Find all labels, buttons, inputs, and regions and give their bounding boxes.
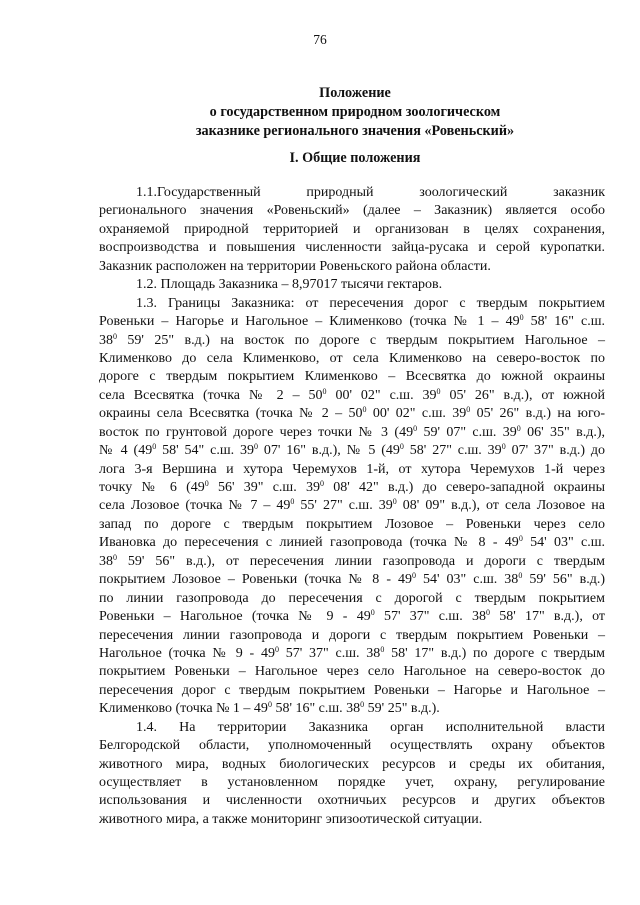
title-line: о государственном природном зоологическом xyxy=(209,104,501,120)
text-line: $38^0$ 59' 56" в.д.), от пересечения линии газопровода и дороги с твердым xyxy=(99,552,605,569)
degree-mark: 0 xyxy=(519,313,524,323)
degree-mark: 0 xyxy=(370,608,375,618)
degree-mark: 0 xyxy=(516,423,521,433)
text-line: села Лозовое (точка № $7 - 49^0$ 55' 27" с.ш. $39^0$ 08' 09" в.д.), от села Лозовое на xyxy=(99,497,605,514)
text-line: Заказник расположен на территории Ровеньского района области. xyxy=(99,258,491,274)
degree-mark: 0 xyxy=(360,700,365,710)
degree-mark: 0 xyxy=(254,442,258,452)
text-line: воспроизводства и повышения численности зайца-русака и серой куропатки. xyxy=(99,240,605,256)
degree-mark: 0 xyxy=(322,386,327,396)
degree-mark: 0 xyxy=(267,700,272,710)
text-line: 1.4. На территории Заказника орган исполнительной власти xyxy=(136,719,605,735)
text-line: Клименково до села Клименково, от села Клименково на северо-восток по xyxy=(99,350,605,366)
degree-mark: 0 xyxy=(392,497,397,507)
title-line: заказнике регионального значения «Ровеньский» xyxy=(195,123,515,139)
text-line: дороге с твердым покрытием Клименково – Всесвятка до южной окраины xyxy=(99,369,605,385)
degree-mark: 0 xyxy=(518,571,523,581)
text-line: по линии газопровода до пересечения с дорогой с твердым покрытием xyxy=(99,590,605,606)
text-line: 1.1.Государственный природный зоологический заказник xyxy=(136,185,605,200)
text-line: охраняемой природной территорией и организован в целях сохранения, xyxy=(99,221,605,237)
degree-mark: 0 xyxy=(290,497,295,507)
degree-mark: 0 xyxy=(380,644,385,654)
text-line: лога 3-я Вершина и хутора Черемухов 1-й, от хутора Черемухов 1-й через xyxy=(99,461,605,477)
text-line: пересечения дорог с твердым покрытием Ровеньки – Нагорье и Нагольное – xyxy=(99,682,605,698)
text-line: Ровеньки – Нагольное (точка № $9 - 49^0$ 57' 37" с.ш. $38^0$ 58' 17" в.д.), от xyxy=(99,608,606,625)
degree-mark: 0 xyxy=(399,442,404,452)
degree-mark: 0 xyxy=(413,423,418,433)
text-line: $38^0$ 59' 25" в.д.) на восток по дороге с твердым покрытием Нагольное – xyxy=(99,331,605,348)
text-line: регионального значения «Ровеньский» (далее – Заказник) является особо xyxy=(99,203,605,219)
text-line: 1.2. Площадь Заказника – 8,97017 тысячи гектаров. xyxy=(136,277,443,293)
degree-mark: 0 xyxy=(412,571,416,581)
degree-mark: 0 xyxy=(436,386,441,396)
degree-mark: 0 xyxy=(466,405,471,415)
degree-mark: 0 xyxy=(152,442,157,452)
text-line: восток по грунтовой дороге через точки № 3 ($49^0$ 59' 07" с.ш. $39^0$ 06' 35" в.д.), xyxy=(99,423,606,440)
text-line: точку № 6 ($49^0$ 56' 39" с.ш. $39^0$ 08' 42" в.д.) до северо-западной окраины xyxy=(99,479,605,495)
degree-mark: 0 xyxy=(319,479,324,488)
degree-mark: 0 xyxy=(113,331,117,341)
text-line: № 4 ($49^0$ 58' 54" с.ш. $39^0$ 07' 16" в.д.), № 5 ($49^0$ 58' 27" с.ш. $39^0$ 07' 37" в.д.) до xyxy=(99,442,606,459)
degree-mark: 0 xyxy=(275,644,279,654)
degree-mark: 0 xyxy=(204,479,209,488)
section-heading: I. Общие положения xyxy=(289,150,421,166)
text-line: окраины села Всесвятка (точка № $2 - 50^0$ 00' 02" с.ш. $39^0$ 05' 26" в.д.) на юго- xyxy=(99,405,606,422)
text-line: животного мира, а также мониторинг эпизоотической ситуации. xyxy=(99,811,483,827)
text-line: покрытием Лозовое – Ровеньки (точка № $8 - 49^0$ 54' 03" с.ш. $38^0$ 59' 56" в.д.) xyxy=(99,571,606,588)
text-line: осуществляет в установленном порядке учет, охрану, регулирование xyxy=(99,775,605,790)
text-line: запад по дороге с твердым покрытием Лозовое – Ровеньки через село xyxy=(99,516,605,532)
text-line: Ровеньки – Нагорье и Нагольное – Клименково (точка № $1 - 49^0$ 58' 16" с.ш. xyxy=(99,313,605,330)
text-line: использования и численности охотничьих ресурсов и других объектов xyxy=(99,793,605,809)
degree-mark: 0 xyxy=(501,442,506,452)
degree-mark: 0 xyxy=(485,608,490,618)
text-line: покрытием Ровеньки – Нагольное через село Нагольное на северо-восток до xyxy=(99,664,605,680)
text-line: пересечения линии газопровода и дороги с твердым покрытием Ровеньки – xyxy=(99,627,605,643)
degree-mark: 0 xyxy=(362,405,367,415)
document-body xyxy=(99,184,605,829)
text-line: Нагольное (точка № $9 - 49^0$ 57' 37" с.ш. $38^0$ 58' 17" в.д.) по дороге с твердым xyxy=(99,644,605,661)
degree-mark: 0 xyxy=(518,534,523,544)
degree-mark: 0 xyxy=(113,552,117,562)
text-line: Клименково (точка № $1 - 49^0$ 58' 16" с.ш. $38^0$ 59' 25" в.д.). xyxy=(99,700,440,717)
title-line: Положение xyxy=(319,85,391,101)
text-line: 1.3. Границы Заказника: от пересечения дорог с твердым покрытием xyxy=(136,295,605,311)
page-number: 76 xyxy=(313,32,327,47)
text-line: села Всесвятка (точка № $2 - 50^0$ 00' 02" с.ш. $39^0$ 05' 26" в.д.), от южной xyxy=(99,386,606,403)
text-line: Ивановка до пересечения с линией газопровода (точка № $8 - 49^0$ 54' 03" с.ш. xyxy=(99,534,605,551)
text-line: Белгородской области, уполномоченный осуществлять охрану объектов xyxy=(99,738,605,754)
text-line: животного мира, водных биологических ресурсов и среды их обитания, xyxy=(99,756,605,772)
document-title xyxy=(60,84,640,141)
